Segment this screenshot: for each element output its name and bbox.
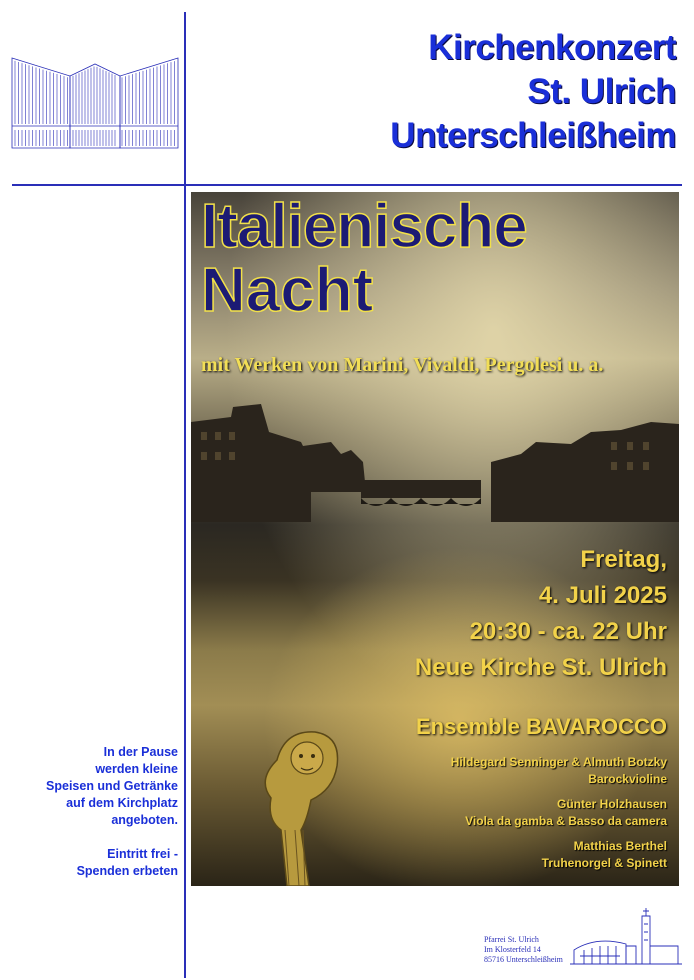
address-line: Pfarrei St. Ulrich [484,935,539,944]
note-line: angeboten. [111,813,178,827]
intermission-note [46,744,178,880]
entry-line: Eintritt frei - [107,847,178,861]
violin-scroll-icon [237,710,347,886]
entry-line: Spenden erbeten [76,864,178,878]
performer-list [451,754,667,872]
event-time: 20:30 - ca. 22 Uhr [469,618,667,645]
performer-name: Hildegard Senninger & Almuth Botzky [450,755,667,769]
poster-title-line2: Nacht [201,256,374,325]
horizontal-divider [12,184,682,186]
parish-address [484,935,563,965]
poster-subtitle: mit Werken von Marini, Vivaldi, Pergolesi u. a. [201,354,604,376]
header-church: St. Ulrich [527,72,676,111]
event-poster [191,192,679,886]
ensemble-name: Ensemble BAVAROCCO [415,714,667,739]
church-building-icon [566,906,684,968]
performer-name: Günter Holzhausen [556,797,667,811]
note-line: werden kleine [95,762,178,776]
event-day: Freitag, [580,546,667,573]
performer-instrument: Barockvioline [588,772,667,786]
performer-name: Matthias Berthel [573,839,667,853]
performer-instrument: Viola da gamba & Basso da camera [465,814,667,828]
organ-icon [10,46,180,156]
note-line: auf dem Kirchplatz [66,796,178,810]
event-date: 4. Juli 2025 [538,582,667,609]
note-line: In der Pause [103,745,178,759]
vertical-divider [184,12,186,978]
poster-title-line1: Italienische [201,192,527,261]
event-date-block [415,542,667,686]
event-venue: Neue Kirche St. Ulrich [414,654,667,681]
address-line: 85716 Unterschleißheim [484,955,563,964]
concert-header [390,26,676,158]
note-line: Speisen und Getränke [46,779,178,793]
performer-instrument: Truhenorgel & Spinett [541,856,667,870]
header-title: Kirchenkonzert [428,28,676,67]
address-line: Im Klosterfeld 14 [484,945,541,954]
header-town: Unterschleißheim [390,116,676,155]
